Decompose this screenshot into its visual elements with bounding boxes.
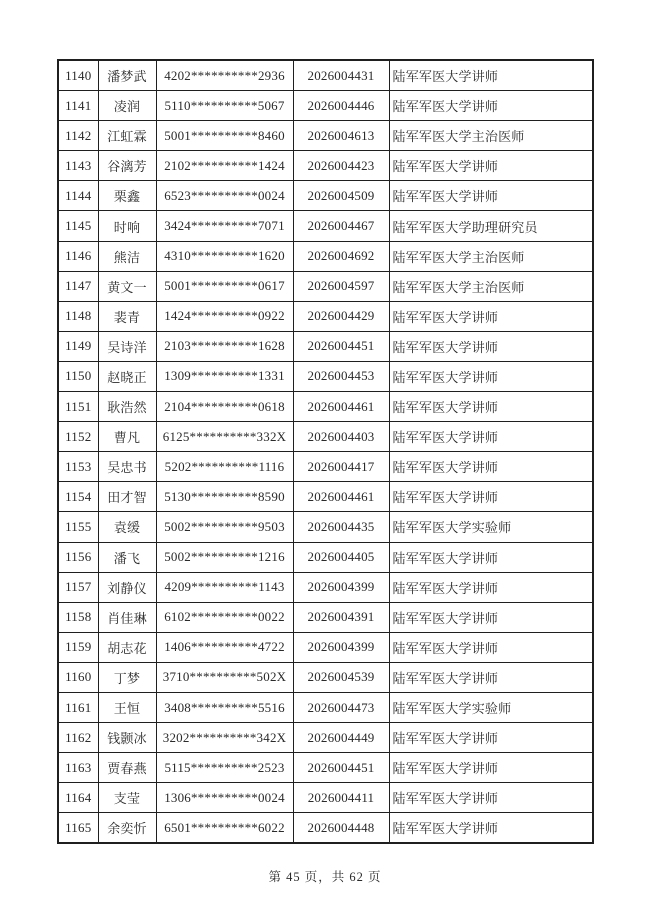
cell-title: 陆军军医大学讲师 bbox=[389, 813, 593, 844]
cell-id-number: 3424**********7071 bbox=[156, 211, 293, 241]
cell-id-number: 1424**********0922 bbox=[156, 301, 293, 331]
table-row bbox=[58, 692, 593, 722]
table-row bbox=[58, 512, 593, 542]
cell-registration-number: 2026004613 bbox=[293, 121, 389, 151]
cell-index: 1165 bbox=[58, 813, 98, 844]
table-row bbox=[58, 151, 593, 181]
cell-index: 1152 bbox=[58, 422, 98, 452]
cell-name: 熊洁 bbox=[98, 241, 156, 271]
cell-registration-number: 2026004423 bbox=[293, 151, 389, 181]
cell-title: 陆军军医大学讲师 bbox=[389, 783, 593, 813]
table-row bbox=[58, 301, 593, 331]
cell-id-number: 6102**********0022 bbox=[156, 602, 293, 632]
cell-index: 1163 bbox=[58, 753, 98, 783]
table-row bbox=[58, 813, 593, 844]
cell-title: 陆军军医大学讲师 bbox=[389, 392, 593, 422]
cell-index: 1142 bbox=[58, 121, 98, 151]
cell-title: 陆军军医大学讲师 bbox=[389, 151, 593, 181]
roster-table bbox=[57, 59, 594, 844]
cell-id-number: 5001**********8460 bbox=[156, 121, 293, 151]
cell-title: 陆军军医大学主治医师 bbox=[389, 271, 593, 301]
cell-name: 丁梦 bbox=[98, 662, 156, 692]
table-row bbox=[58, 241, 593, 271]
table-row bbox=[58, 271, 593, 301]
cell-index: 1154 bbox=[58, 482, 98, 512]
cell-title: 陆军军医大学讲师 bbox=[389, 662, 593, 692]
cell-registration-number: 2026004449 bbox=[293, 723, 389, 753]
cell-registration-number: 2026004597 bbox=[293, 271, 389, 301]
cell-name: 贾春燕 bbox=[98, 753, 156, 783]
cell-index: 1153 bbox=[58, 452, 98, 482]
cell-id-number: 4310**********1620 bbox=[156, 241, 293, 271]
cell-index: 1141 bbox=[58, 91, 98, 121]
cell-registration-number: 2026004446 bbox=[293, 91, 389, 121]
cell-name: 曹凡 bbox=[98, 422, 156, 452]
cell-registration-number: 2026004451 bbox=[293, 753, 389, 783]
cell-id-number: 4202**********2936 bbox=[156, 60, 293, 91]
cell-registration-number: 2026004411 bbox=[293, 783, 389, 813]
cell-name: 吴忠书 bbox=[98, 452, 156, 482]
table-row bbox=[58, 723, 593, 753]
cell-registration-number: 2026004461 bbox=[293, 392, 389, 422]
cell-registration-number: 2026004399 bbox=[293, 572, 389, 602]
cell-registration-number: 2026004448 bbox=[293, 813, 389, 844]
cell-name: 凌润 bbox=[98, 91, 156, 121]
cell-title: 陆军军医大学讲师 bbox=[389, 301, 593, 331]
cell-index: 1156 bbox=[58, 542, 98, 572]
table-row bbox=[58, 211, 593, 241]
cell-index: 1160 bbox=[58, 662, 98, 692]
cell-id-number: 6523**********0024 bbox=[156, 181, 293, 211]
cell-id-number: 5202**********1116 bbox=[156, 452, 293, 482]
cell-title: 陆军军医大学实验师 bbox=[389, 692, 593, 722]
cell-id-number: 3710**********502X bbox=[156, 662, 293, 692]
table-row bbox=[58, 60, 593, 91]
roster-table-body bbox=[58, 60, 593, 843]
cell-id-number: 5110**********5067 bbox=[156, 91, 293, 121]
cell-title: 陆军军医大学讲师 bbox=[389, 572, 593, 602]
table-row bbox=[58, 181, 593, 211]
cell-name: 裴青 bbox=[98, 301, 156, 331]
cell-id-number: 1309**********1331 bbox=[156, 361, 293, 391]
table-row bbox=[58, 452, 593, 482]
cell-id-number: 1306**********0024 bbox=[156, 783, 293, 813]
cell-title: 陆军军医大学讲师 bbox=[389, 91, 593, 121]
cell-name: 潘梦武 bbox=[98, 60, 156, 91]
table-row bbox=[58, 662, 593, 692]
cell-title: 陆军军医大学讲师 bbox=[389, 422, 593, 452]
cell-registration-number: 2026004467 bbox=[293, 211, 389, 241]
cell-registration-number: 2026004417 bbox=[293, 452, 389, 482]
cell-id-number: 5001**********0617 bbox=[156, 271, 293, 301]
cell-title: 陆军军医大学讲师 bbox=[389, 361, 593, 391]
cell-index: 1146 bbox=[58, 241, 98, 271]
cell-index: 1150 bbox=[58, 361, 98, 391]
table-row bbox=[58, 572, 593, 602]
cell-title: 陆军军医大学实验师 bbox=[389, 512, 593, 542]
cell-id-number: 2104**********0618 bbox=[156, 392, 293, 422]
cell-registration-number: 2026004391 bbox=[293, 602, 389, 632]
cell-index: 1157 bbox=[58, 572, 98, 602]
cell-title: 陆军军医大学讲师 bbox=[389, 542, 593, 572]
table-row bbox=[58, 783, 593, 813]
cell-registration-number: 2026004399 bbox=[293, 632, 389, 662]
cell-id-number: 5002**********1216 bbox=[156, 542, 293, 572]
cell-index: 1140 bbox=[58, 60, 98, 91]
cell-name: 钱颢冰 bbox=[98, 723, 156, 753]
cell-index: 1151 bbox=[58, 392, 98, 422]
cell-name: 王恒 bbox=[98, 692, 156, 722]
cell-title: 陆军军医大学讲师 bbox=[389, 331, 593, 361]
cell-title: 陆军军医大学主治医师 bbox=[389, 121, 593, 151]
table-row bbox=[58, 542, 593, 572]
cell-name: 刘静仪 bbox=[98, 572, 156, 602]
cell-title: 陆军军医大学讲师 bbox=[389, 602, 593, 632]
cell-name: 胡志花 bbox=[98, 632, 156, 662]
cell-name: 耿浩然 bbox=[98, 392, 156, 422]
cell-id-number: 5115**********2523 bbox=[156, 753, 293, 783]
cell-id-number: 2102**********1424 bbox=[156, 151, 293, 181]
cell-name: 时响 bbox=[98, 211, 156, 241]
cell-index: 1147 bbox=[58, 271, 98, 301]
table-row bbox=[58, 361, 593, 391]
cell-registration-number: 2026004429 bbox=[293, 301, 389, 331]
table-row bbox=[58, 91, 593, 121]
page-number-footer: 第 45 页，共 62 页 bbox=[268, 870, 382, 884]
cell-registration-number: 2026004431 bbox=[293, 60, 389, 91]
cell-index: 1159 bbox=[58, 632, 98, 662]
cell-title: 陆军军医大学讲师 bbox=[389, 181, 593, 211]
cell-registration-number: 2026004473 bbox=[293, 692, 389, 722]
cell-registration-number: 2026004451 bbox=[293, 331, 389, 361]
cell-registration-number: 2026004435 bbox=[293, 512, 389, 542]
cell-index: 1164 bbox=[58, 783, 98, 813]
cell-id-number: 4209**********1143 bbox=[156, 572, 293, 602]
table-row bbox=[58, 392, 593, 422]
table-row bbox=[58, 331, 593, 361]
cell-title: 陆军军医大学讲师 bbox=[389, 452, 593, 482]
cell-name: 袁缓 bbox=[98, 512, 156, 542]
table-row bbox=[58, 482, 593, 512]
cell-name: 吴诗洋 bbox=[98, 331, 156, 361]
cell-name: 江虹霖 bbox=[98, 121, 156, 151]
cell-index: 1143 bbox=[58, 151, 98, 181]
cell-id-number: 1406**********4722 bbox=[156, 632, 293, 662]
cell-name: 谷漓芳 bbox=[98, 151, 156, 181]
cell-name: 栗鑫 bbox=[98, 181, 156, 211]
cell-title: 陆军军医大学讲师 bbox=[389, 753, 593, 783]
table-row bbox=[58, 753, 593, 783]
cell-registration-number: 2026004509 bbox=[293, 181, 389, 211]
cell-registration-number: 2026004461 bbox=[293, 482, 389, 512]
cell-name: 余奕忻 bbox=[98, 813, 156, 844]
cell-id-number: 6125**********332X bbox=[156, 422, 293, 452]
cell-index: 1155 bbox=[58, 512, 98, 542]
cell-id-number: 3408**********5516 bbox=[156, 692, 293, 722]
cell-id-number: 5002**********9503 bbox=[156, 512, 293, 542]
cell-index: 1162 bbox=[58, 723, 98, 753]
cell-index: 1149 bbox=[58, 331, 98, 361]
cell-title: 陆军军医大学讲师 bbox=[389, 632, 593, 662]
cell-title: 陆军军医大学讲师 bbox=[389, 60, 593, 91]
cell-registration-number: 2026004539 bbox=[293, 662, 389, 692]
cell-index: 1148 bbox=[58, 301, 98, 331]
cell-id-number: 3202**********342X bbox=[156, 723, 293, 753]
cell-index: 1145 bbox=[58, 211, 98, 241]
cell-name: 支莹 bbox=[98, 783, 156, 813]
cell-registration-number: 2026004405 bbox=[293, 542, 389, 572]
table-row bbox=[58, 121, 593, 151]
cell-index: 1144 bbox=[58, 181, 98, 211]
cell-index: 1161 bbox=[58, 692, 98, 722]
table-row bbox=[58, 602, 593, 632]
cell-name: 潘飞 bbox=[98, 542, 156, 572]
cell-id-number: 6501**********6022 bbox=[156, 813, 293, 844]
cell-title: 陆军军医大学助理研究员 bbox=[389, 211, 593, 241]
cell-title: 陆军军医大学讲师 bbox=[389, 482, 593, 512]
cell-title: 陆军军医大学主治医师 bbox=[389, 241, 593, 271]
table-row bbox=[58, 632, 593, 662]
cell-registration-number: 2026004453 bbox=[293, 361, 389, 391]
cell-title: 陆军军医大学讲师 bbox=[389, 723, 593, 753]
cell-index: 1158 bbox=[58, 602, 98, 632]
cell-name: 赵晓正 bbox=[98, 361, 156, 391]
cell-id-number: 5130**********8590 bbox=[156, 482, 293, 512]
cell-name: 黄文一 bbox=[98, 271, 156, 301]
cell-registration-number: 2026004692 bbox=[293, 241, 389, 271]
cell-name: 肖佳琳 bbox=[98, 602, 156, 632]
cell-name: 田才智 bbox=[98, 482, 156, 512]
cell-registration-number: 2026004403 bbox=[293, 422, 389, 452]
table-row bbox=[58, 422, 593, 452]
cell-id-number: 2103**********1628 bbox=[156, 331, 293, 361]
